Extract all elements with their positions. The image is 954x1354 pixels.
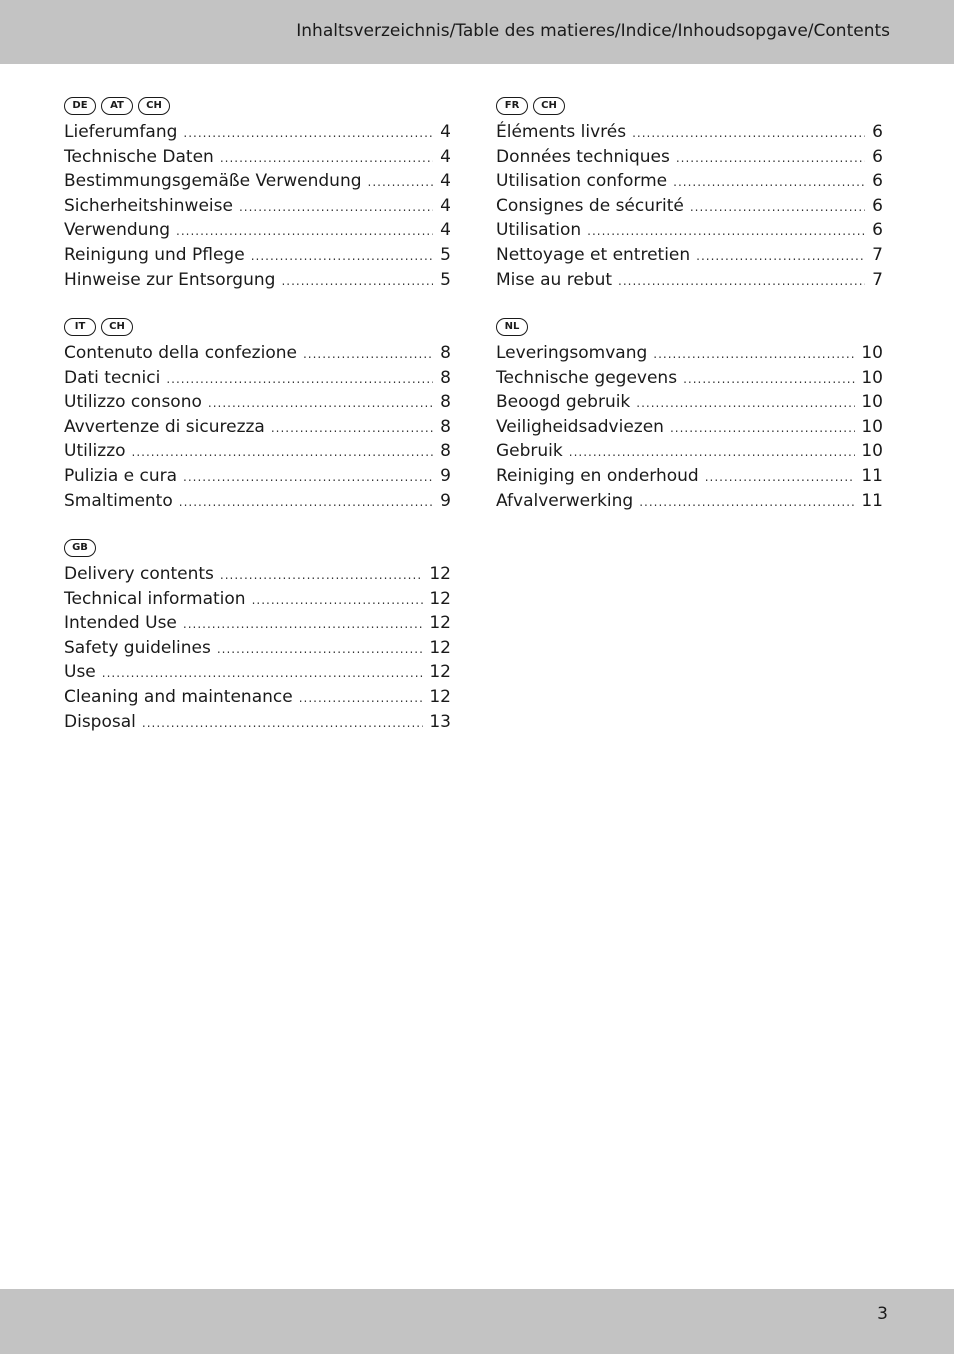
toc-entry-page: 13	[429, 711, 451, 732]
country-badge: GB	[64, 539, 96, 557]
toc-entry[interactable]	[496, 245, 883, 270]
dot-leader	[183, 126, 433, 140]
toc-entry-title: Afvalverwerking	[496, 490, 634, 511]
toc-entry-title: Utilisation	[496, 220, 582, 241]
toc-entry[interactable]	[64, 392, 451, 417]
dot-leader	[142, 716, 423, 730]
toc-entry-page: 12	[429, 588, 451, 609]
dot-leader	[705, 470, 856, 484]
country-badges	[496, 96, 883, 116]
toc-entry[interactable]	[64, 196, 451, 221]
toc-entry[interactable]	[64, 712, 451, 737]
toc-entry-title: Veiligheidsadviezen	[496, 416, 664, 437]
toc-entry-page: 12	[429, 637, 451, 658]
toc-entry-page: 4	[440, 220, 451, 241]
toc-entry-title: Verwendung	[64, 220, 171, 241]
toc-entry-page: 8	[440, 416, 451, 437]
dot-leader	[696, 249, 865, 263]
country-badges	[64, 317, 451, 337]
dot-leader	[217, 642, 424, 656]
toc-entry-page: 4	[440, 146, 451, 167]
toc-entry-title: Leveringsomvang	[496, 343, 648, 363]
toc-entry-title: Technische Daten	[64, 146, 214, 167]
toc-entry-title: Smaltimento	[64, 490, 173, 511]
toc-entry-page: 4	[440, 171, 451, 192]
toc-entry-page: 5	[440, 244, 451, 265]
toc-section-de	[64, 96, 451, 294]
toc-entry-title: Safety guidelines	[64, 637, 211, 658]
dot-leader	[653, 347, 855, 361]
toc-entry[interactable]	[64, 466, 451, 491]
country-badges	[64, 538, 451, 558]
toc-entry-page: 7	[872, 244, 883, 265]
toc-entry-page: 8	[440, 367, 451, 388]
toc-entry[interactable]	[64, 589, 451, 614]
toc-entry-title: Utilisation conforme	[496, 171, 668, 192]
toc-entry-page: 8	[440, 392, 451, 413]
toc-section-it	[64, 317, 451, 515]
toc-entry[interactable]	[496, 441, 883, 466]
toc-entry-page: 4	[440, 122, 451, 142]
toc-entry-page: 12	[429, 662, 451, 683]
toc-entry-title: Mise au rebut	[496, 269, 613, 290]
toc-entry-page: 6	[872, 146, 883, 167]
dot-leader	[220, 568, 423, 582]
toc-entry[interactable]	[496, 171, 883, 196]
toc-entry-title: Reinigung und Pflege	[64, 244, 245, 265]
toc-entry-title: Utilizzo	[64, 441, 126, 462]
toc-section-nl	[496, 317, 883, 515]
toc-entry-page: 10	[861, 392, 883, 413]
toc-entry-title: Avvertenze di sicurezza	[64, 416, 265, 437]
country-badge: CH	[533, 97, 565, 115]
toc-entry-page: 12	[429, 564, 451, 584]
toc-entry-title: Intended Use	[64, 613, 177, 634]
toc-entry-title: Données techniques	[496, 146, 670, 167]
toc-entry[interactable]	[496, 417, 883, 442]
toc-entry-page: 6	[872, 171, 883, 192]
toc-entry-page: 9	[440, 490, 451, 511]
toc-entry-title: Dati tecnici	[64, 367, 161, 388]
toc-entry[interactable]	[64, 564, 451, 589]
toc-entry-page: 12	[429, 613, 451, 634]
toc-section-fr	[496, 96, 883, 294]
toc-entry-page: 10	[861, 367, 883, 388]
toc-entry[interactable]	[496, 466, 883, 491]
toc-entry-title: Nettoyage et entretien	[496, 244, 691, 265]
toc-entry-title: Technische gegevens	[496, 367, 678, 388]
toc-entry-title: Lieferumfang	[64, 122, 178, 142]
toc-entry[interactable]	[496, 270, 883, 295]
toc-entry-title: Technical information	[64, 588, 246, 609]
toc-entry[interactable]	[64, 245, 451, 270]
toc-entry-page: 8	[440, 441, 451, 462]
toc-entry[interactable]	[64, 122, 451, 147]
dot-leader	[132, 445, 433, 459]
toc-entry-page: 7	[872, 269, 883, 290]
toc-entry-page: 6	[872, 122, 883, 142]
toc-entry-page: 10	[861, 343, 883, 363]
toc-entry-page: 4	[440, 195, 451, 216]
dot-leader	[587, 224, 865, 238]
toc-entry-page: 6	[872, 220, 883, 241]
dot-leader	[673, 175, 865, 189]
toc-entry-title: Bestimmungsgemäße Verwendung	[64, 171, 362, 192]
toc-entry-page: 6	[872, 195, 883, 216]
toc-entry-title: Hinweise zur Entsorgung	[64, 269, 276, 290]
country-badge: DE	[64, 97, 96, 115]
dot-leader	[183, 470, 433, 484]
toc-entry-title: Gebruik	[496, 441, 563, 462]
dot-leader	[639, 495, 855, 509]
toc-entry-page: 5	[440, 269, 451, 290]
toc-entry-page: 10	[861, 441, 883, 462]
toc-entry[interactable]	[496, 343, 883, 368]
toc-entry[interactable]	[64, 417, 451, 442]
toc-entry-title: Utilizzo consono	[64, 392, 202, 413]
page-footer	[0, 1289, 954, 1354]
toc-entry-page: 10	[861, 416, 883, 437]
toc-entry-title: Sicherheitshinweise	[64, 195, 233, 216]
toc-entry[interactable]	[64, 638, 451, 663]
dot-leader	[303, 347, 433, 361]
toc-entry[interactable]	[64, 270, 451, 295]
header-title: Inhaltsverzeichnis/Table des matieres/Indice/Inhoudsopgave/Contents	[296, 21, 890, 41]
toc-entry[interactable]	[64, 368, 451, 393]
toc-entry-page: 12	[429, 686, 451, 707]
toc-entry[interactable]	[496, 147, 883, 172]
toc-section-gb	[64, 538, 451, 736]
toc-entry-page: 9	[440, 465, 451, 486]
country-badge: AT	[101, 97, 133, 115]
dot-leader	[683, 372, 855, 386]
toc-entry-page: 11	[861, 490, 883, 511]
toc-entry-title: Pulizia e cura	[64, 465, 178, 486]
dot-leader	[176, 224, 433, 238]
toc-entry[interactable]	[496, 491, 883, 516]
toc-entry-title: Éléments livrés	[496, 122, 627, 142]
toc-entry-title: Reiniging en onderhoud	[496, 465, 699, 486]
toc-entry-title: Cleaning and maintenance	[64, 686, 293, 707]
dot-leader	[636, 396, 855, 410]
country-badge: CH	[138, 97, 170, 115]
page-number: 3	[877, 1304, 888, 1324]
toc-entry[interactable]	[64, 171, 451, 196]
toc-entry[interactable]	[496, 368, 883, 393]
dot-leader	[252, 593, 424, 607]
dot-leader	[102, 666, 424, 680]
toc-entry[interactable]	[496, 196, 883, 221]
toc-entry-title: Delivery contents	[64, 564, 214, 584]
dot-leader	[281, 274, 433, 288]
toc-entry[interactable]	[496, 220, 883, 245]
dot-leader	[670, 421, 855, 435]
toc-entry-title: Beoogd gebruik	[496, 392, 631, 413]
country-badge: CH	[101, 318, 133, 336]
toc-entry[interactable]	[64, 343, 451, 368]
dot-leader	[676, 151, 865, 165]
dot-leader	[239, 200, 433, 214]
toc-entry[interactable]	[64, 613, 451, 638]
dot-leader	[618, 274, 865, 288]
dot-leader	[220, 151, 433, 165]
toc-entry-title: Use	[64, 662, 96, 683]
dot-leader	[179, 495, 433, 509]
toc-entry-page: 8	[440, 343, 451, 363]
country-badge: IT	[64, 318, 96, 336]
toc-entry-page: 11	[861, 465, 883, 486]
dot-leader	[690, 200, 865, 214]
toc-entry[interactable]	[64, 491, 451, 516]
dot-leader	[569, 445, 856, 459]
toc-entry[interactable]	[64, 220, 451, 245]
toc-entry-title: Contenuto della confezione	[64, 343, 297, 363]
toc-entry-title: Disposal	[64, 711, 136, 732]
toc-entry[interactable]	[64, 662, 451, 687]
toc-entry[interactable]	[496, 122, 883, 147]
dot-leader	[299, 691, 424, 705]
toc-entry[interactable]	[64, 441, 451, 466]
dot-leader	[251, 249, 433, 263]
page-header	[0, 0, 954, 64]
dot-leader	[166, 372, 433, 386]
country-badge: NL	[496, 318, 528, 336]
toc-entry[interactable]	[64, 147, 451, 172]
country-badge: FR	[496, 97, 528, 115]
country-badges	[64, 96, 451, 116]
dot-leader	[208, 396, 433, 410]
toc-entry[interactable]	[496, 392, 883, 417]
dot-leader	[183, 617, 423, 631]
toc-entry[interactable]	[64, 687, 451, 712]
dot-leader	[271, 421, 433, 435]
country-badges	[496, 317, 883, 337]
dot-leader	[368, 175, 433, 189]
dot-leader	[632, 126, 865, 140]
toc-entry-title: Consignes de sécurité	[496, 195, 684, 216]
